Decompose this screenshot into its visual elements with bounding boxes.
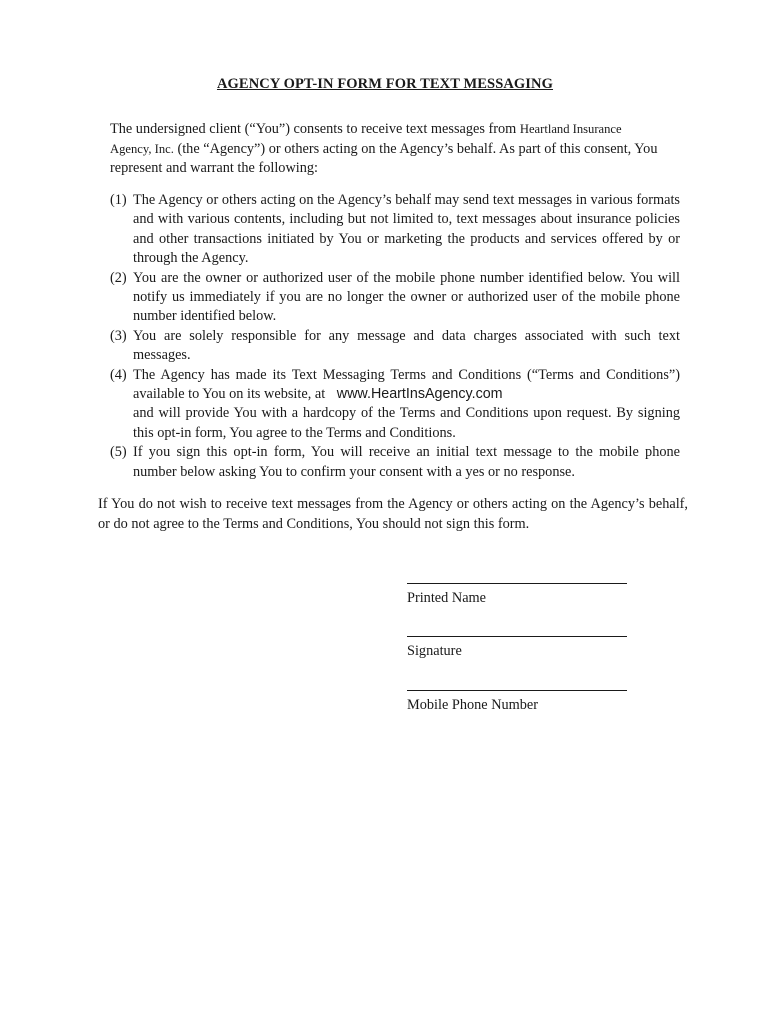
page-title: AGENCY OPT-IN FORM FOR TEXT MESSAGING bbox=[216, 76, 554, 92]
list-item bbox=[110, 443, 680, 482]
list-item-number: (5) bbox=[110, 444, 127, 461]
agency-name-line2: Agency, Inc. bbox=[110, 141, 174, 156]
website-url: www.HeartInsAgency.com bbox=[336, 386, 503, 403]
list-item-text: You are solely responsible for any message and data charges associated with such text messages. bbox=[133, 327, 680, 364]
printed-name-label: Printed Name bbox=[407, 590, 487, 606]
list-item-text-continued: and will provide You with a hardcopy of the Terms and Conditions upon request. By signing this opt-in form, You agree to the Terms and Conditions. bbox=[133, 405, 680, 441]
list-item bbox=[110, 269, 680, 327]
agency-name-line1: Heartland Insurance bbox=[519, 122, 622, 136]
printed-name-field[interactable] bbox=[407, 583, 629, 607]
signature-line[interactable] bbox=[407, 636, 627, 637]
list-item bbox=[110, 327, 680, 366]
list-item-text: The Agency or others acting on the Agency’s behalf may send text messages in various formats and with various contents, including but not limited to, text messages about insurance policies and other transactions initiated by You or marketing the products and services offered by or through the Agency. bbox=[133, 192, 680, 267]
list-item bbox=[110, 366, 680, 444]
list-item-text: If you sign this opt-in form, You will receive an initial text message to the mobile phone number below asking You to confirm your consent with a yes or no response. bbox=[133, 444, 680, 480]
list-item-text: You are the owner or authorized user of the mobile phone number identified below. You will notify us immediately if you are no longer the owner or authorized user of the mobile phone number identified below. bbox=[133, 269, 680, 325]
mobile-phone-field[interactable] bbox=[407, 690, 629, 714]
closing-paragraph: If You do not wish to receive text messages from the Agency or others acting on the Agency’s behalf, or do not agree to the Terms and Conditions, You should not sign this form. bbox=[98, 496, 688, 532]
list-item-number: (4) bbox=[110, 366, 127, 383]
list-item-text: The Agency has made its Text Messaging Terms and Conditions (“Terms and Conditions”) available to You on its website, at bbox=[133, 366, 680, 403]
list-item-number: (3) bbox=[110, 327, 127, 344]
intro-text-part2: (the “Agency”) or others acting on the Agency’s behalf. As part of this consent, You represent and warrant the following: bbox=[110, 140, 658, 176]
mobile-phone-label: Mobile Phone Number bbox=[407, 697, 539, 713]
warranty-list bbox=[110, 191, 680, 482]
list-item-number: (2) bbox=[110, 269, 127, 286]
signature-field[interactable] bbox=[407, 636, 629, 660]
printed-name-line[interactable] bbox=[407, 583, 627, 584]
intro-paragraph bbox=[110, 120, 675, 179]
list-item bbox=[110, 191, 680, 269]
intro-text-part1: The undersigned client (“You”) consents to receive text messages from bbox=[110, 121, 520, 137]
list-item-number: (1) bbox=[110, 192, 127, 208]
mobile-phone-line[interactable] bbox=[407, 690, 627, 691]
signature-label: Signature bbox=[407, 643, 462, 659]
